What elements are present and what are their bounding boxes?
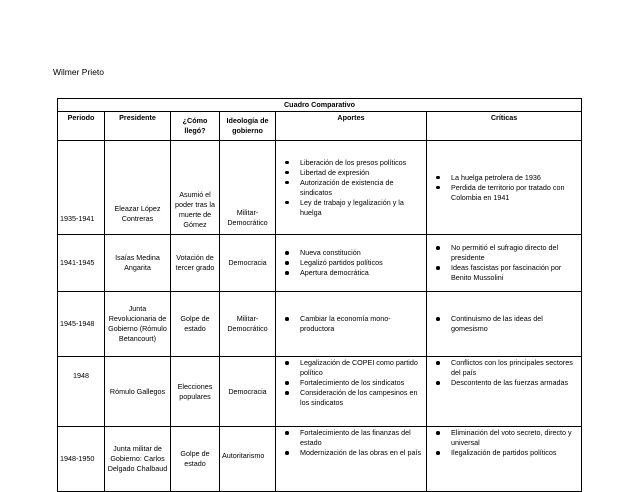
list-item: Ideas fascistas por fascinación por Benito Mussolini	[451, 263, 579, 283]
header-aportes: Aportes	[276, 112, 427, 141]
cell-ideologia: Democracia	[220, 235, 276, 292]
cell-como-llego: Asumió el poder tras la muerte de Gómez	[171, 141, 220, 235]
list-item: Autorización de existencia de sindicatos	[300, 178, 424, 198]
cell-ideologia: Militar-Democrático	[220, 292, 276, 357]
cell-criticas	[427, 292, 582, 357]
cell-aportes	[276, 292, 427, 357]
cell-periodo: 1941-1945	[58, 235, 105, 292]
list-item: Continuismo de las ideas del gomesismo	[451, 314, 579, 334]
list-item: Fortalecimiento de las finanzas del estado	[300, 428, 424, 448]
table-row	[58, 292, 582, 357]
table-row	[58, 141, 582, 235]
list-item: Perdida de territorio por tratado con Colombia en 1941	[451, 183, 579, 203]
list-item: Consideración de los campesinos en los sindicatos	[300, 388, 424, 408]
list-item: Ley de trabajo y legalización y la huelga	[300, 198, 424, 218]
cell-como-llego: Golpe de estado	[171, 292, 220, 357]
cell-presidente: Eleazar López Contreras	[105, 141, 171, 235]
header-criticas: Críticas	[427, 112, 582, 141]
cell-ideologia: Democracia	[220, 357, 276, 427]
cell-criticas	[427, 235, 582, 292]
list-item: Libertad de expresión	[300, 168, 424, 178]
list-item: Modernización de las obras en el país	[300, 448, 424, 458]
cell-periodo: 1945-1948	[58, 292, 105, 357]
header-como-llego: ¿Cómo llegó?	[171, 112, 220, 141]
cell-presidente: Rómulo Gallegos	[105, 357, 171, 427]
list-item: Nueva constitución	[300, 248, 424, 258]
list-item: Legalizó partidos políticos	[300, 258, 424, 268]
cell-aportes	[276, 235, 427, 292]
list-item: Conflictos con los principales sectores del país	[451, 358, 579, 378]
list-item: Legalización de COPEI como partido político	[300, 358, 424, 378]
cell-periodo: 1948	[58, 357, 105, 427]
list-item: Descontento de las fuerzas armadas	[451, 378, 579, 388]
list-item: La huelga petrolera de 1936	[451, 173, 579, 183]
cell-como-llego: Golpe de estado	[171, 427, 220, 492]
list-item: Liberación de los presos políticos	[300, 158, 424, 168]
table-title: Cuadro Comparativo	[58, 99, 582, 112]
list-item: Apertura democrática	[300, 268, 424, 278]
cell-periodo: 1935-1941	[58, 141, 105, 235]
cell-criticas	[427, 141, 582, 235]
table-row	[58, 427, 582, 492]
cell-criticas	[427, 427, 582, 492]
cell-presidente: Junta Revolucionaria de Gobierno (Rómulo Betancourt)	[105, 292, 171, 357]
cell-como-llego: Votación de tercer grado	[171, 235, 220, 292]
cell-aportes	[276, 427, 427, 492]
comparison-table	[57, 98, 582, 492]
table-row	[58, 235, 582, 292]
cell-criticas	[427, 357, 582, 427]
list-item: Fortalecimiento de los sindicatos	[300, 378, 424, 388]
cell-periodo: 1948-1950	[58, 427, 105, 492]
header-periodo: Periodo	[58, 112, 105, 141]
list-item: Eliminación del voto secreto, directo y universal	[451, 428, 579, 448]
cell-ideologia: Autoritarismo	[220, 427, 276, 492]
cell-aportes	[276, 357, 427, 427]
list-item: Cambiar la economía mono-productora	[300, 314, 424, 334]
table-row	[58, 357, 582, 427]
list-item: Ilegalización de partidos políticos	[451, 448, 579, 458]
cell-aportes	[276, 141, 427, 235]
cell-ideologia: Militar-Democrático	[220, 141, 276, 235]
cell-presidente: Junta militar de Gobierno: Carlos Delgado Chalbaud	[105, 427, 171, 492]
list-item: No permitió el sufragio directo del presidente	[451, 243, 579, 263]
cell-como-llego: Elecciones populares	[171, 357, 220, 427]
header-presidente: Presidente	[105, 112, 171, 141]
header-row	[58, 112, 582, 141]
cell-presidente: Isaías Medina Angarita	[105, 235, 171, 292]
header-ideologia: Ideología de gobierno	[220, 112, 276, 141]
author-name: Wilmer Prieto	[53, 67, 105, 77]
